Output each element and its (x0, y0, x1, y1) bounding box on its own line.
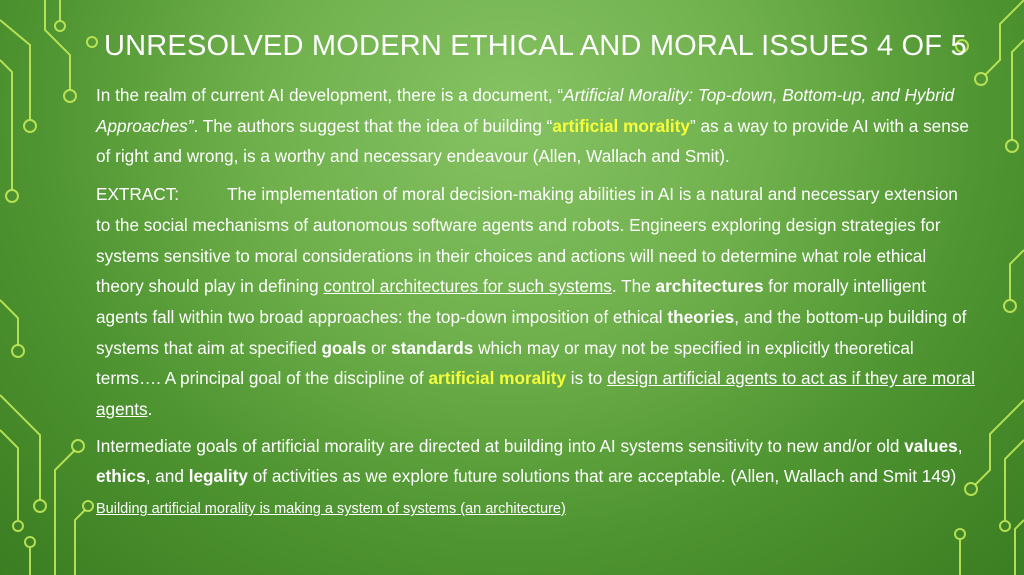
intro-paragraph (96, 80, 976, 172)
bold-theories: theories (667, 306, 735, 327)
bold-ethics: ethics (96, 466, 146, 487)
extract-text: which may or may not be specified in explicitly theoretical terms…. A principal goal of the discipline of (96, 337, 914, 389)
intro-text: In the realm of current AI development, there is a document, “ (96, 85, 564, 105)
closing-text: Intermediate goals of artificial morality are directed at building into AI systems sensitivity to new and/or old (96, 435, 905, 456)
extract-paragraph (96, 179, 976, 425)
intro-text: . The authors suggest that the idea of building “ (193, 115, 553, 136)
bold-goals: goals (321, 337, 367, 358)
highlight-artificial-morality: artificial morality (552, 115, 690, 136)
bold-standards: standards (391, 337, 474, 358)
extract-label: EXTRACT: (96, 184, 180, 205)
closing-text: of activities as we explore future solutions that are acceptable. (Allen, Wallach and Smit 149) (247, 466, 957, 487)
closing-text: , and (145, 466, 189, 487)
bold-architectures: architectures (655, 276, 764, 297)
extract-text: or (366, 337, 392, 358)
bold-legality: legality (188, 466, 248, 487)
extract-text: . The (611, 276, 656, 297)
slide-title: UNRESOLVED MODERN ETHICAL AND MORAL ISSUES 4 OF 5 (104, 30, 967, 62)
closing-paragraph (96, 431, 976, 525)
document-title: Artificial Morality: Top-down, Bottom-up, and Hybrid Approaches” (96, 85, 955, 136)
underlined-control-architectures: control architectures for such systems (323, 276, 612, 297)
intro-text: ” as a way to provide AI with a sense of right and wrong, is a worthy and necessary endeavour (Allen, Wallach and Smit). (96, 115, 969, 167)
extract-text: The implementation of moral decision-making abilities in AI is a natural and necessary extension to the social mechanisms of autonomous software agents and robots. Engineers exploring design strategies for systems sensitive to moral considerations in their choices and actions will need to determine what role ethical theory should play in defining (96, 184, 958, 297)
bold-values: values (904, 435, 958, 456)
highlight-artificial-morality: artificial morality (428, 368, 567, 389)
underlined-system-of-systems: Building artificial morality is making a system of systems (an architecture) (96, 501, 566, 518)
slide-body (96, 80, 976, 525)
extract-text: , and the bottom-up building of systems that aim at specified (96, 306, 967, 358)
extract-text: . (147, 399, 153, 420)
extract-text: for morally intelligent agents fall within two broad approaches: the top-down imposition of ethical (96, 276, 926, 327)
closing-text: , (957, 435, 963, 456)
underlined-design-moral-agents: design artificial agents to act as if they are moral agents (96, 368, 975, 420)
extract-text: is to (566, 368, 608, 389)
